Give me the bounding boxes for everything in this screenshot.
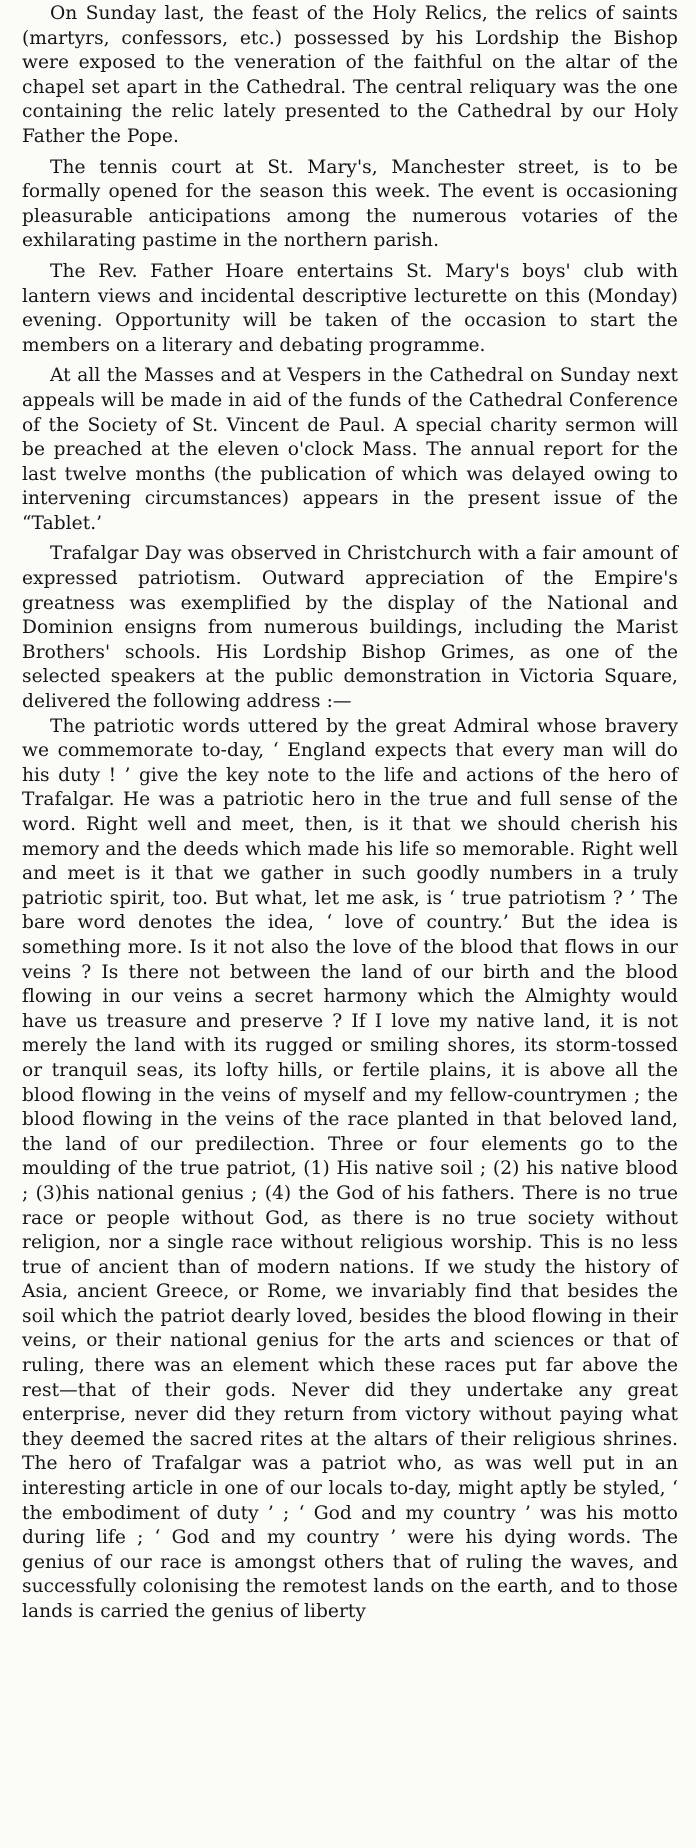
paragraph-trafalgar-day: Trafalgar Day was observed in Christchurch with a fair amount of expressed patriotism. Outward appreciation of the Empire's greatness was exemplified by the display of the National and Dominion ensigns from numerous buildings, including the Marist Brothers' schools. His Lordship Bishop Grimes, as one of the selected speakers at the public demonstration in Victoria Square, delivered the following address :— <box>22 543 678 713</box>
paragraph-bishop-address: The patriotic words uttered by the great Admiral whose bravery we commemorate to-day, ‘ England expects that every man will do his duty ! ’ give the key note to the life and actions of the hero of Trafalgar. He was a patriotic hero in the true and full sense of the word. Right well and meet, then, is it that we should cherish his memory and the deeds which made his life so memorable. Right well and meet is it that we gather in such goodly numbers in a truly patriotic spirit, too. But what, let me ask, is ‘ true patriotism ? ’ The bare word denotes the idea, ‘ love of country.’ But the idea is something more. Is it not also the love of the blood that flows in our veins ? Is there not between the land of our birth and the blood flowing in our veins a secret harmony which the Almighty would have us treasure and preserve ? If I love my native land, it is not merely the land with its rugged or smiling shores, its storm-tossed or tranquil seas, its lofty hills, or fertile plains, it is above all the blood flowing in the veins of myself and my fellow-countrymen ; the blood flowing in the veins of the race planted in that beloved land, the land of our predilection. Three or four elements go to the moulding of the true patriot, (1) His native soil ; (2) his native blood ; (3)his national genius ; (4) the God of his fathers. There is no true race or people without God, as there is no true society without religion, nor a single race without religious worship. This is no less true of ancient than of modern nations. If we study the history of Asia, ancient Greece, or Rome, we invariably find that besides the soil which the patriot dearly loved, besides the blood flowing in their veins, or their national genius for the arts and sciences or that of ruling, there was an element which these races put far above the rest—that of their gods. Never did they undertake any great enterprise, never did they return from victory without paying what they deemed the sacred rites at the altars of their religious shrines. The hero of Trafalgar was a patriot who, as was well put in an interesting article in one of our locals to-day, might aptly be styled, ‘ the embodiment of duty ’ ; ‘ God and my country ’ was his motto during life ; ‘ God and my country ’ were his dying words. The genius of our race is amongst others that of ruling the waves, and successfully colonising the remotest lands on the earth, and to those lands is carried the genius of liberty <box>22 715 678 1622</box>
paragraph-boys-club: The Rev. Father Hoare entertains St. Mary's boys' club with lantern views and incidental descriptive lecturette on this (Monday) evening. Opportunity will be taken of the occasion to start the members on a literary and debating programme. <box>22 260 678 356</box>
article-column <box>22 2 678 1625</box>
paragraph-holy-relics: On Sunday last, the feast of the Holy Relics, the relics of saints (martyrs, confessors, etc.) possessed by his Lordship the Bishop were exposed to the veneration of the faithful on the altar of the chapel set apart in the Cathedral. The central reliquary was the one containing the relic lately presented to the Cathedral by our Holy Father the Pope. <box>22 3 678 147</box>
paragraph-charity-appeal: At all the Masses and at Vespers in the Cathedral on Sunday next appeals will be made in aid of the funds of the Cathedral Conference of the Society of St. Vincent de Paul. A special charity sermon will be preached at the eleven o'clock Mass. The annual report for the last twelve months (the publication of which was delayed owing to intervening circumstances) appears in the present issue of the “Tablet.’ <box>22 365 678 534</box>
paragraph-tennis-court: The tennis court at St. Mary's, Manchester street, is to be formally opened for the season this week. The event is occasioning pleasurable anticipations among the numerous votaries of the exhilarating pastime in the northern parish. <box>22 156 678 252</box>
